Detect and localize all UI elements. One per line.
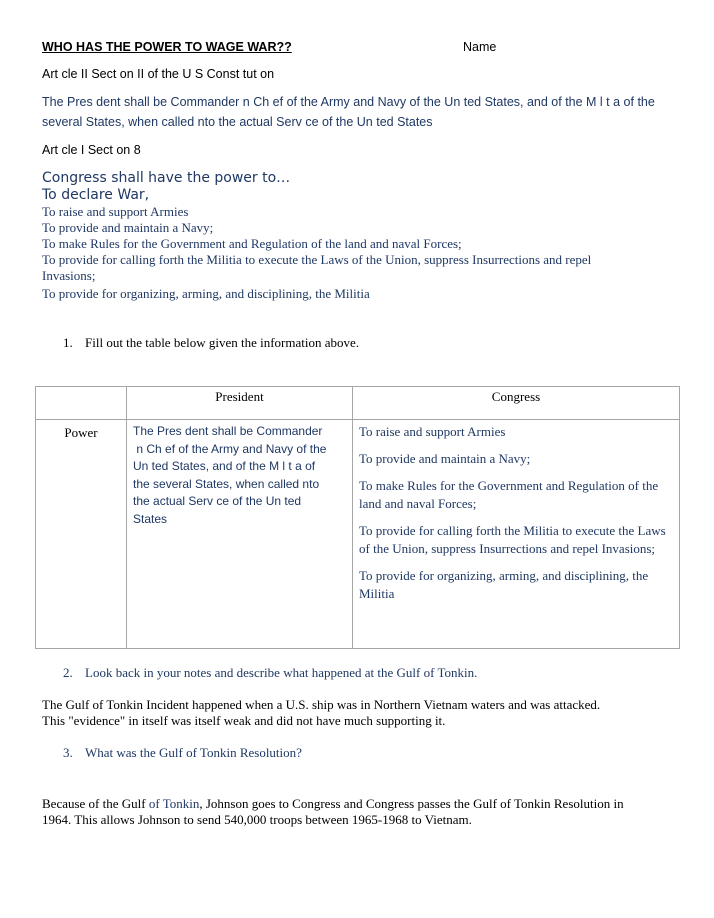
president-cell-line: n Ch ef of the Army and Navy of the bbox=[133, 441, 327, 456]
president-cell-line: Un ted States, and of the M l t a of bbox=[133, 459, 316, 473]
page-title: WHO HAS THE POWER TO WAGE WAR?? bbox=[42, 40, 292, 54]
power-item: To provide for calling forth the Militia to execute the Laws of the Union, suppress Insurrections and repel bbox=[42, 252, 592, 267]
congress-power-intro: Congress shall have the power to… bbox=[42, 170, 291, 186]
question-text: Fill out the table below given the information above. bbox=[85, 335, 360, 350]
table-corner-cell bbox=[36, 387, 127, 420]
power-row-label: Power bbox=[36, 420, 127, 649]
power-item: To make Rules for the Government and Regulation of the land and naval Forces; bbox=[42, 236, 462, 251]
president-cell-line: States bbox=[133, 511, 168, 526]
question-1 bbox=[63, 335, 359, 351]
question-text: What was the Gulf of Tonkin Resolution? bbox=[85, 745, 302, 760]
question-3 bbox=[63, 745, 302, 761]
power-item: Invasions; bbox=[42, 268, 96, 283]
congress-column-header: Congress bbox=[353, 387, 680, 420]
answer-2-line1: The Gulf of Tonkin Incident happened when a U.S. ship was in Northern Vietnam waters and was attacked. bbox=[42, 697, 601, 712]
question-2 bbox=[63, 665, 477, 681]
power-item: To provide for organizing, arming, and disciplining, the Militia bbox=[42, 286, 370, 301]
president-cell-line: the actual Serv ce of the Un ted bbox=[133, 494, 302, 508]
name-label: Name bbox=[463, 40, 497, 54]
article1-heading: Art cle I Sect on 8 bbox=[42, 143, 141, 157]
congress-cell-item: To provide and maintain a Navy; bbox=[359, 451, 531, 466]
question-text: Look back in your notes and describe what happened at the Gulf of Tonkin. bbox=[85, 665, 478, 680]
president-column-header: President bbox=[127, 387, 353, 420]
power-table bbox=[35, 386, 680, 649]
congress-cell-item: To make Rules for the Government and Regulation of the land and naval Forces; bbox=[359, 478, 659, 511]
declare-war-line: To declare War, bbox=[42, 187, 150, 203]
question-number: 3. bbox=[63, 745, 73, 760]
answer-3-line1 bbox=[42, 796, 624, 812]
power-item: To provide and maintain a Navy; bbox=[42, 220, 214, 235]
power-item: To raise and support Armies bbox=[42, 204, 189, 219]
president-cell-line: the several States, when called nto bbox=[133, 476, 320, 491]
congress-power-cell[interactable] bbox=[353, 420, 680, 649]
president-power-cell[interactable] bbox=[127, 420, 353, 649]
congress-cell-item: To raise and support Armies bbox=[359, 424, 506, 439]
article2-heading: Art cle II Sect on II of the U S Const tut on bbox=[42, 67, 275, 81]
question-number: 2. bbox=[63, 665, 73, 680]
article2-line2: several States, when called nto the actual Serv ce of the Un ted States bbox=[42, 115, 433, 129]
answer-2-line2: This "evidence" in itself was itself weak and did not have much supporting it. bbox=[42, 713, 446, 728]
answer-3-part: of Tonkin bbox=[148, 796, 200, 811]
congress-cell-item: To provide for organizing, arming, and disciplining, the Militia bbox=[359, 568, 649, 601]
answer-3-part: , Johnson goes to Congress and Congress passes the Gulf of Tonkin Resolution in bbox=[199, 796, 624, 811]
answer-3-line2: 1964. This allows Johnson to send 540,000 troops between 1965-1968 to Vietnam. bbox=[42, 812, 472, 827]
article2-line1: The Pres dent shall be Commander n Ch ef of the Army and Navy of the Un ted States, and of the M l t a of the bbox=[42, 95, 655, 109]
president-cell-line: The Pres dent shall be Commander bbox=[133, 424, 323, 438]
question-number: 1. bbox=[63, 335, 73, 350]
congress-cell-item: To provide for calling forth the Militia to execute the Laws of the Union, suppress Insurrections and repel Invasions; bbox=[359, 523, 666, 556]
answer-3-part: Because of the Gulf bbox=[42, 796, 149, 811]
